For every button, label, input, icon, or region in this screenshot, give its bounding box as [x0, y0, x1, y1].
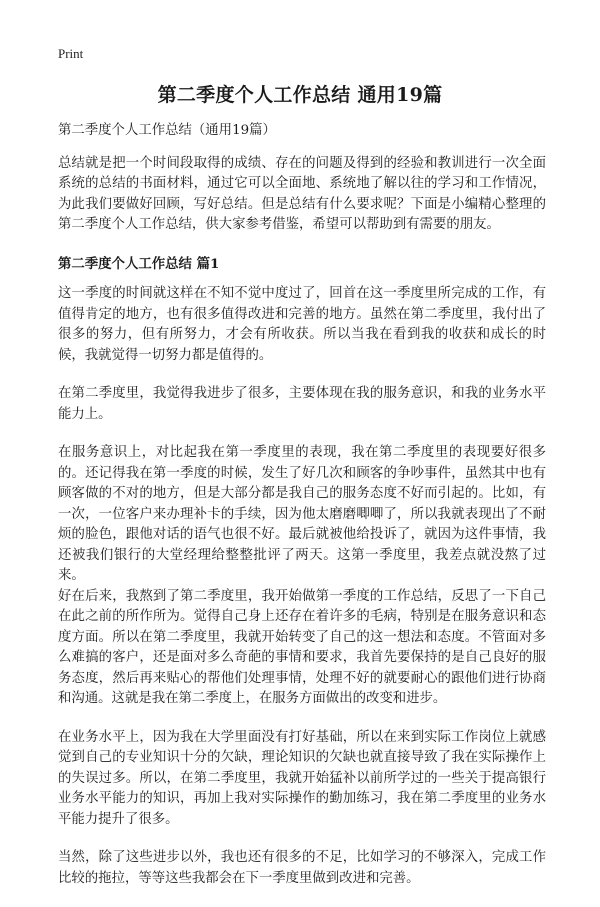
body-paragraph: 好在后来，我熬到了第二季度里，我开始做第一季度的工作总结，反思了一下自己在此之前的所作所为。觉得自己身上还存在着许多的毛病，特别是在服务意识和态度方面。所以在第二季度里，我就开始转变了自己的这一想法和态度。不管面对多么难搞的客户，还是面对多么奇葩的事情和要求，我首先要保持的是自己良好的服务态度，然后再来贴心的帮他们处理事情，处理不好的就要耐心的跟他们进行协商和沟通。这就是我在第二季度上，在服务方面做出的改变和进步。 [58, 588, 546, 706]
article-body [58, 121, 546, 907]
body-paragraph: 在业务水平上，因为我在大学里面没有打好基础，所以在来到实际工作岗位上就感觉到自己的专业知识十分的欠缺，理论知识的欠缺也就直接导致了我在实际操作上的失误过多。所以，在第二季度里，我就开始猛补以前所学过的一些关于提高银行业务水平能力的知识，再加上我对实际操作的勤加练习，我在第二季度里的业务水平能力提升了很多。 [58, 729, 546, 827]
page-title: 第二季度个人工作总结 通用19篇 [157, 84, 443, 106]
body-paragraph: 在第二季度里，我觉得我进步了很多，主要体现在我的服务意识，和我的业务水平能力上。 [58, 386, 546, 422]
body-paragraph: 在服务意识上，对比起我在第一季度里的表现，我在第二季度里的表现要好很多的。还记得我在第一季度的时候，发生了好几次和顾客的争吵事件，虽然其中也有顾客做的不对的地方，但是大部分都是我自己的服务态度不好而引起的。比如，有一次，一位客户来办理补卡的手续，因为他太磨磨唧唧了，所以我就表现出了不耐烦的脸色，跟他对话的语气也很不好。最后就被他给投诉了，就因为这件事情，我还被我们银行的大堂经理给整整批评了两天。这第一季度里，我差点就没熬了过来。 [58, 445, 546, 583]
body-paragraph: 这一季度的时间就这样在不知不觉中度过了，回首在这一季度里所完成的工作，有值得肯定的地方，也有很多值得改进和完善的地方。虽然在第二季度里，我付出了很多的努力，但有所努力，才会有所收获。所以当我在看到我的收获和成长的时候，我就觉得一切努力都是值得的。 [58, 286, 546, 363]
body-paragraph: 当然，除了这些进步以外，我也还有很多的不足，比如学习的不够深入，完成工作比较的拖拉，等等这些我都会在下一季度里做到改进和完善。 [58, 850, 546, 886]
article-subtitle: 第二季度个人工作总结（通用19篇） [58, 123, 276, 138]
print-link[interactable]: Print [58, 46, 84, 61]
intro-paragraph: 总结就是把一个时间段取得的成绩、存在的问题及得到的经验和教训进行一次全面系统的总结的书面材料，通过它可以全面地、系统地了解以往的学习和工作情况，为此我们要做好回顾，写好总结。但是总结有什么要求呢？下面是小编精心整理的第二季度个人工作总结，供大家参考借鉴，希望可以帮助到有需要的朋友。 [58, 155, 546, 232]
section-heading: 第二季度个人工作总结 篇1 [58, 255, 220, 272]
